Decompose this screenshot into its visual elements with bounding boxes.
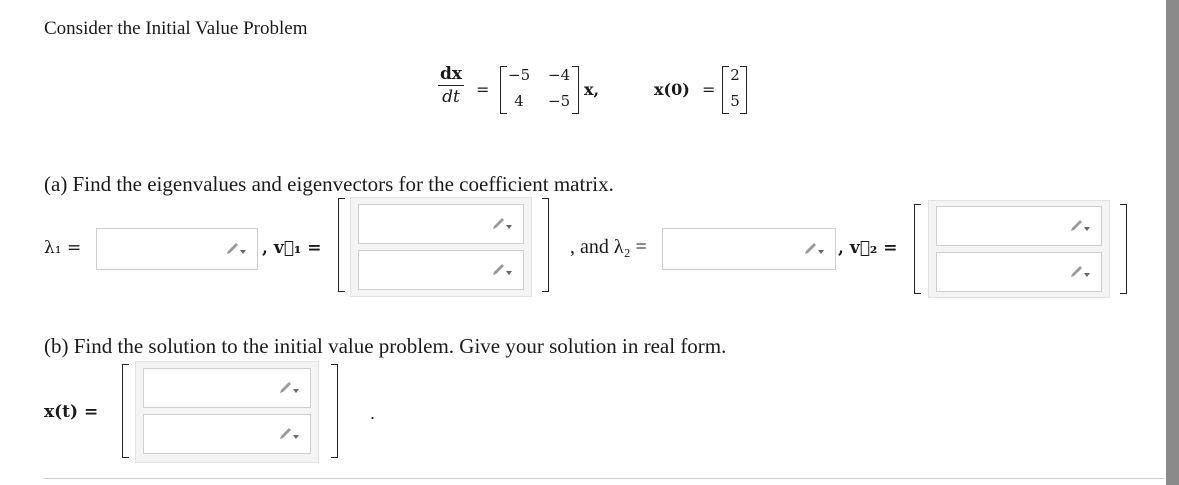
derivative-fraction <box>438 64 464 107</box>
ic-equals-sign: = <box>702 80 716 99</box>
ode-equation <box>436 64 776 120</box>
ic-vector-cell: 2 <box>730 66 740 84</box>
matrix-cell: 4 <box>514 92 524 110</box>
lambda1-label: λ₁ = <box>44 238 82 258</box>
v2-field-2[interactable] <box>943 257 1061 289</box>
x-right-bracket <box>331 364 338 458</box>
x-left-bracket <box>122 364 129 458</box>
v2-label: , v⃗₂ = <box>838 238 898 258</box>
v1-field-2[interactable] <box>365 255 483 287</box>
matrix-cell: −4 <box>548 66 571 84</box>
v2-matrix-input <box>928 200 1110 298</box>
and-lambda2-label: , and λ₂ = <box>570 236 647 258</box>
x-field-1[interactable] <box>150 373 270 405</box>
pencil-dropdown-icon[interactable] <box>225 242 247 256</box>
fraction-denominator: dt <box>442 87 460 107</box>
lambda1-field[interactable] <box>103 233 217 267</box>
v2-right-bracket <box>1120 204 1127 294</box>
x-matrix-input <box>135 361 319 463</box>
part-b-question: (b) Find the solution to the initial value problem. Give your solution in real form. <box>44 334 727 358</box>
x-entry-1[interactable] <box>143 368 311 408</box>
initial-condition-label: x(0) <box>654 80 690 99</box>
matrix-cell: −5 <box>508 66 531 84</box>
v2-field-1[interactable] <box>943 211 1061 243</box>
x-field-2[interactable] <box>150 419 270 451</box>
end-period: . <box>370 404 376 423</box>
pencil-dropdown-icon[interactable] <box>491 263 513 277</box>
equals-sign: = <box>476 80 490 99</box>
bottom-divider <box>44 478 1164 479</box>
matrix-cell: −5 <box>548 92 571 110</box>
pencil-dropdown-icon[interactable] <box>278 381 300 395</box>
ic-right-bracket <box>740 66 747 114</box>
v1-field-1[interactable] <box>365 209 483 241</box>
pencil-dropdown-icon[interactable] <box>491 217 513 231</box>
v1-entry-1[interactable] <box>358 204 524 244</box>
fraction-numerator: dx <box>439 64 463 84</box>
lambda1-input[interactable] <box>96 228 258 270</box>
part-a-question: (a) Find the eigenvalues and eigenvectors for the coefficient matrix. <box>44 172 614 196</box>
x-of-t-label: x(t) = <box>44 402 99 422</box>
lambda2-input[interactable] <box>662 228 836 270</box>
v2-entry-2[interactable] <box>936 252 1102 292</box>
pencil-dropdown-icon[interactable] <box>1069 265 1091 279</box>
pencil-dropdown-icon[interactable] <box>803 242 825 256</box>
vector-label: x, <box>584 80 600 99</box>
v1-right-bracket <box>542 198 549 292</box>
pencil-dropdown-icon[interactable] <box>278 427 300 441</box>
v1-entry-2[interactable] <box>358 250 524 290</box>
right-scroll-edge <box>1166 0 1179 485</box>
v1-matrix-input <box>350 197 532 297</box>
v2-entry-1[interactable] <box>936 206 1102 246</box>
x-entry-2[interactable] <box>143 414 311 454</box>
ic-vector-cell: 5 <box>730 92 740 110</box>
matrix-left-bracket <box>500 66 507 114</box>
v2-left-bracket <box>914 204 921 294</box>
pencil-dropdown-icon[interactable] <box>1069 219 1091 233</box>
v1-label: , v⃗₁ = <box>262 238 322 258</box>
intro-text: Consider the Initial Value Problem <box>44 18 308 39</box>
lambda2-field[interactable] <box>669 233 795 267</box>
v1-left-bracket <box>338 198 345 292</box>
matrix-right-bracket <box>572 66 579 114</box>
